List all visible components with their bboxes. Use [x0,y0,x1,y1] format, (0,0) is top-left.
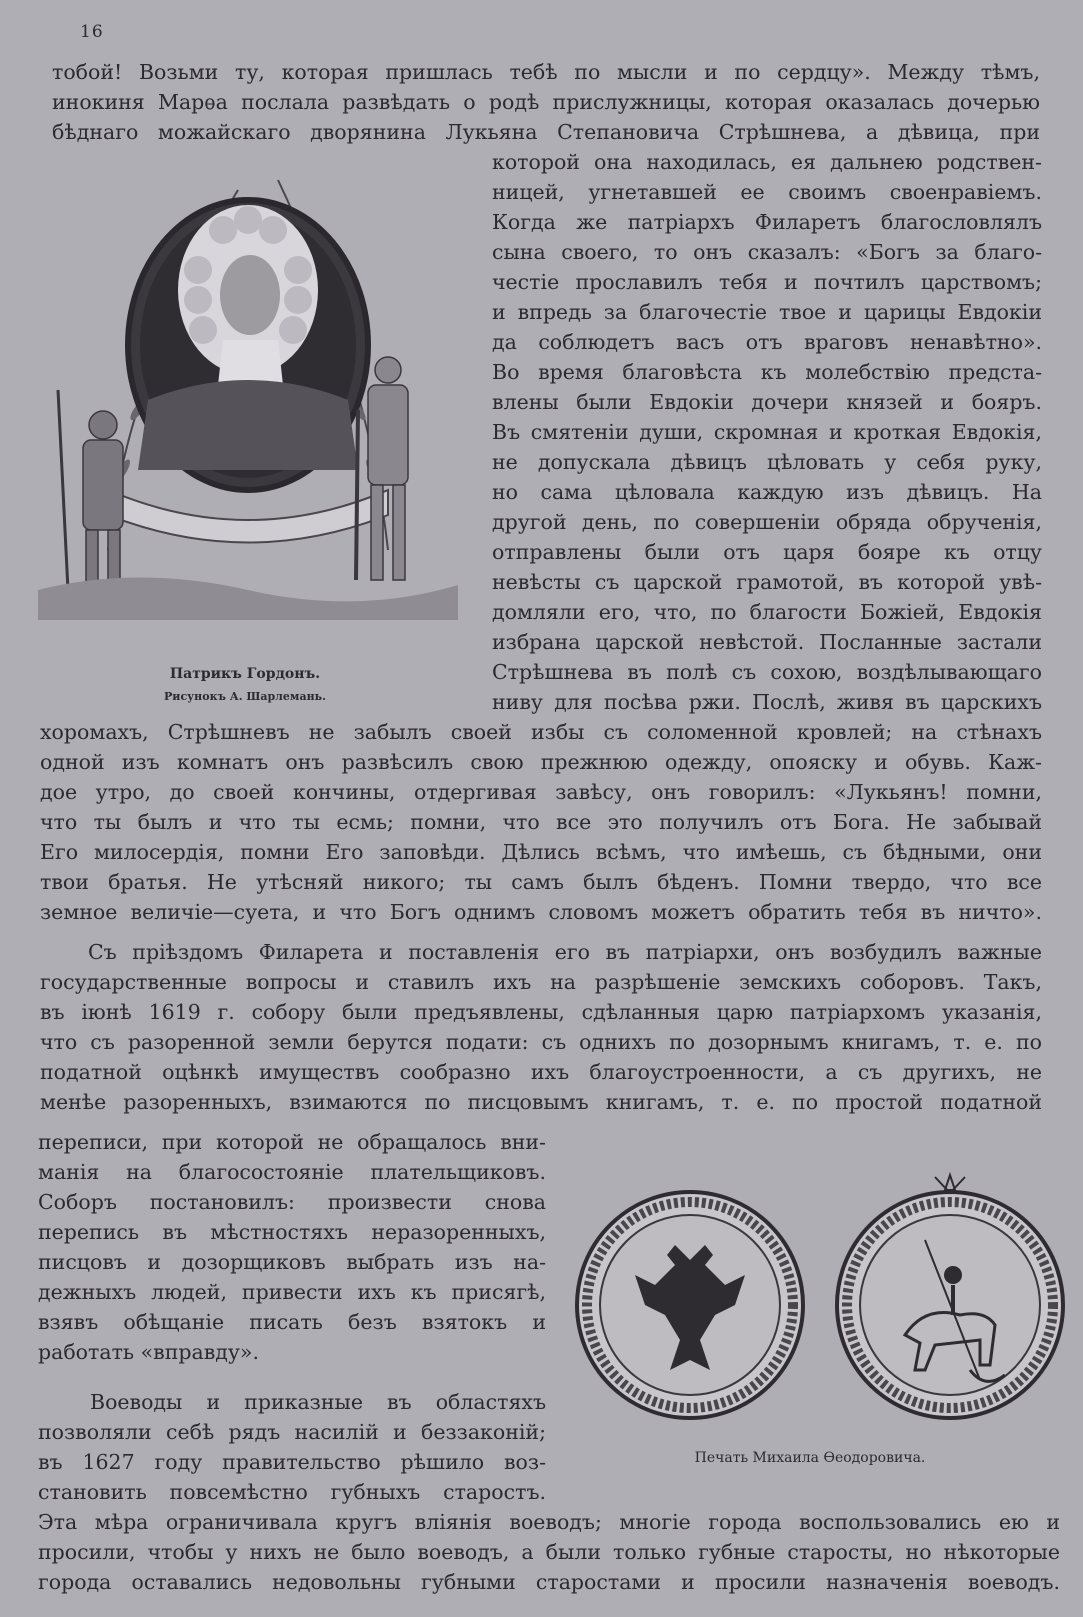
text-line: писцовъ и дозорщиковъ выбрать изъ на- [38,1250,546,1274]
text-line: и впредь за благочестіе твое и царицы Евдокіи [492,300,1042,324]
text-line: Съ пріѣздомъ Филарета и поставленія его въ патріархи, онъ возбудилъ важные [88,940,1042,964]
text-line: манія на благосостояніе плательщиковъ. [38,1160,546,1184]
text-line: ниву для посѣва ржи. Послѣ, живя въ царскихъ [492,690,1042,714]
text-line: инокиня Марѳа послала развѣдать о родѣ прислужницы, которая оказалась дочерью [52,90,1040,114]
text-line: хоромахъ, Стрѣшневъ не забылъ своей избы съ соломенной кровлей; на стѣнахъ [40,720,1042,744]
text-line: земное величіе—суета, и что Богъ однимъ словомъ можетъ обратить тебя въ ничто». [40,900,1042,924]
seal-engraving [575,1165,1065,1430]
text-line: да соблюдетъ васъ отъ враговъ ненавѣтно». [492,330,1042,354]
text-line: ницей, угнетавшей ее своимъ своенравіемъ. [492,180,1042,204]
page-number: 16 [80,22,104,42]
text-line: другой день, по совершеніи обряда обрученія, [492,510,1042,534]
seal-illustration [575,1165,1065,1434]
text-line: Въ смятеніи души, скромная и кроткая Евдокія, [492,420,1042,444]
text-line: домляли его, что, по благости Божіей, Евдокія [492,600,1042,624]
text-line: взявъ обѣщаніе писать безъ взятокъ и [38,1310,546,1334]
seal-reverse [837,1192,1063,1418]
text-line: позволяли себѣ рядъ насилій и беззаконій; [38,1420,546,1444]
text-line: отправлены были отъ царя бояре къ отцу [492,540,1042,564]
seal-caption: Печать Михаила Ѳеодоровича. [694,1450,926,1466]
text-line: менѣе разоренныхъ, взимаются по писцовымъ книгамъ, т. е. по простой податной [40,1090,1042,1114]
text-line: государственные вопросы и ставилъ ихъ на разрѣшеніе земскихъ соборовъ. Такъ, [40,970,1042,994]
text-line: Когда же патріархъ Филаретъ благословлялъ [492,210,1042,234]
text-line: становить повсемѣстно губныхъ старостъ. [38,1480,546,1504]
text-line: которой она находилась, ея дальнею родствен- [492,150,1042,174]
text-line: работать «вправду». [38,1340,259,1364]
text-line: невѣсты съ царской грамотой, въ которой увѣ- [492,570,1042,594]
portrait-caption: Патрикъ Гордонъ. [169,666,321,682]
portrait-engraving [38,170,458,640]
text-line: честіе прославилъ тебя и почтилъ царствомъ; [492,270,1042,294]
text-line: тобой! Возьми ту, которая пришлась тебѣ по мысли и по сердцу». Между тѣмъ, [52,60,1040,84]
text-line: Во время благовѣста къ молебствію предста- [492,360,1042,384]
text-line: податной оцѣнкѣ имуществъ сообразно ихъ благоустроенности, а съ другихъ, не [40,1060,1042,1084]
text-line: влены были Евдокіи дочери князей и бояръ. [492,390,1042,414]
text-line: бѣднаго можайскаго дворянина Лукьяна Степановича Стрѣшнева, а дѣвица, при [52,120,1040,144]
text-line: твои братья. Не утѣсняй никого; ты самъ былъ бѣденъ. Помни твердо, что все [40,870,1042,894]
text-line: но сама цѣловала каждую изъ дѣвицъ. На [492,480,1042,504]
text-line: дежныхъ людей, привести ихъ къ присягѣ, [38,1280,546,1304]
text-line: Воеводы и приказные въ областяхъ [90,1390,546,1414]
seal-obverse [577,1192,803,1418]
text-line: что съ разоренной земли берутся подати: съ однихъ по дозорнымъ книгамъ, т. е. по [40,1030,1042,1054]
text-line: въ іюнѣ 1619 г. собору были предъявлены, сдѣланныя царю патріархомъ указанія, [40,1000,1042,1024]
text-line: избрана царской невѣстой. Посланные застали [492,630,1042,654]
text-line: Его милосердія, помни Его заповѣди. Дѣлись всѣмъ, что имѣешь, съ бѣдными, они [40,840,1042,864]
text-line: Соборъ постановилъ: произвести снова [38,1190,546,1214]
text-line: просили, чтобы у нихъ не было воеводъ, а были только губные старосты, но нѣкоторые [38,1540,1060,1564]
text-line: Стрѣшнева въ полѣ съ сохою, воздѣлывающаго [492,660,1042,684]
portrait-credit: Рисунокъ А. Шарлемань. [164,690,326,703]
text-line: не допускала дѣвицъ цѣловать у себя руку, [492,450,1042,474]
text-line: города оставались недовольны губными старостами и просили назначенія воеводъ. [38,1570,1060,1594]
text-line: сына своего, то онъ сказалъ: «Богъ за благо- [492,240,1042,264]
portrait-illustration [38,170,458,644]
text-line: что ты былъ и что ты есмь; помни, что все это получилъ отъ Бога. Не забывай [40,810,1042,834]
text-line: переписи, при которой не обращалось вни- [38,1130,546,1154]
text-line: въ 1627 году правительство рѣшило воз- [38,1450,546,1474]
text-line: дое утро, до своей кончины, отдергивая завѣсу, онъ говорилъ: «Лукьянъ! помни, [40,780,1042,804]
text-line: одной изъ комнатъ онъ развѣсилъ свою прежнюю одежду, опояску и обувь. Каж- [40,750,1042,774]
text-line: Эта мѣра ограничивала кругъ вліянія воеводъ; многіе города воспользовались ею и [38,1510,1060,1534]
text-line: перепись въ мѣстностяхъ неразоренныхъ, [38,1220,546,1244]
